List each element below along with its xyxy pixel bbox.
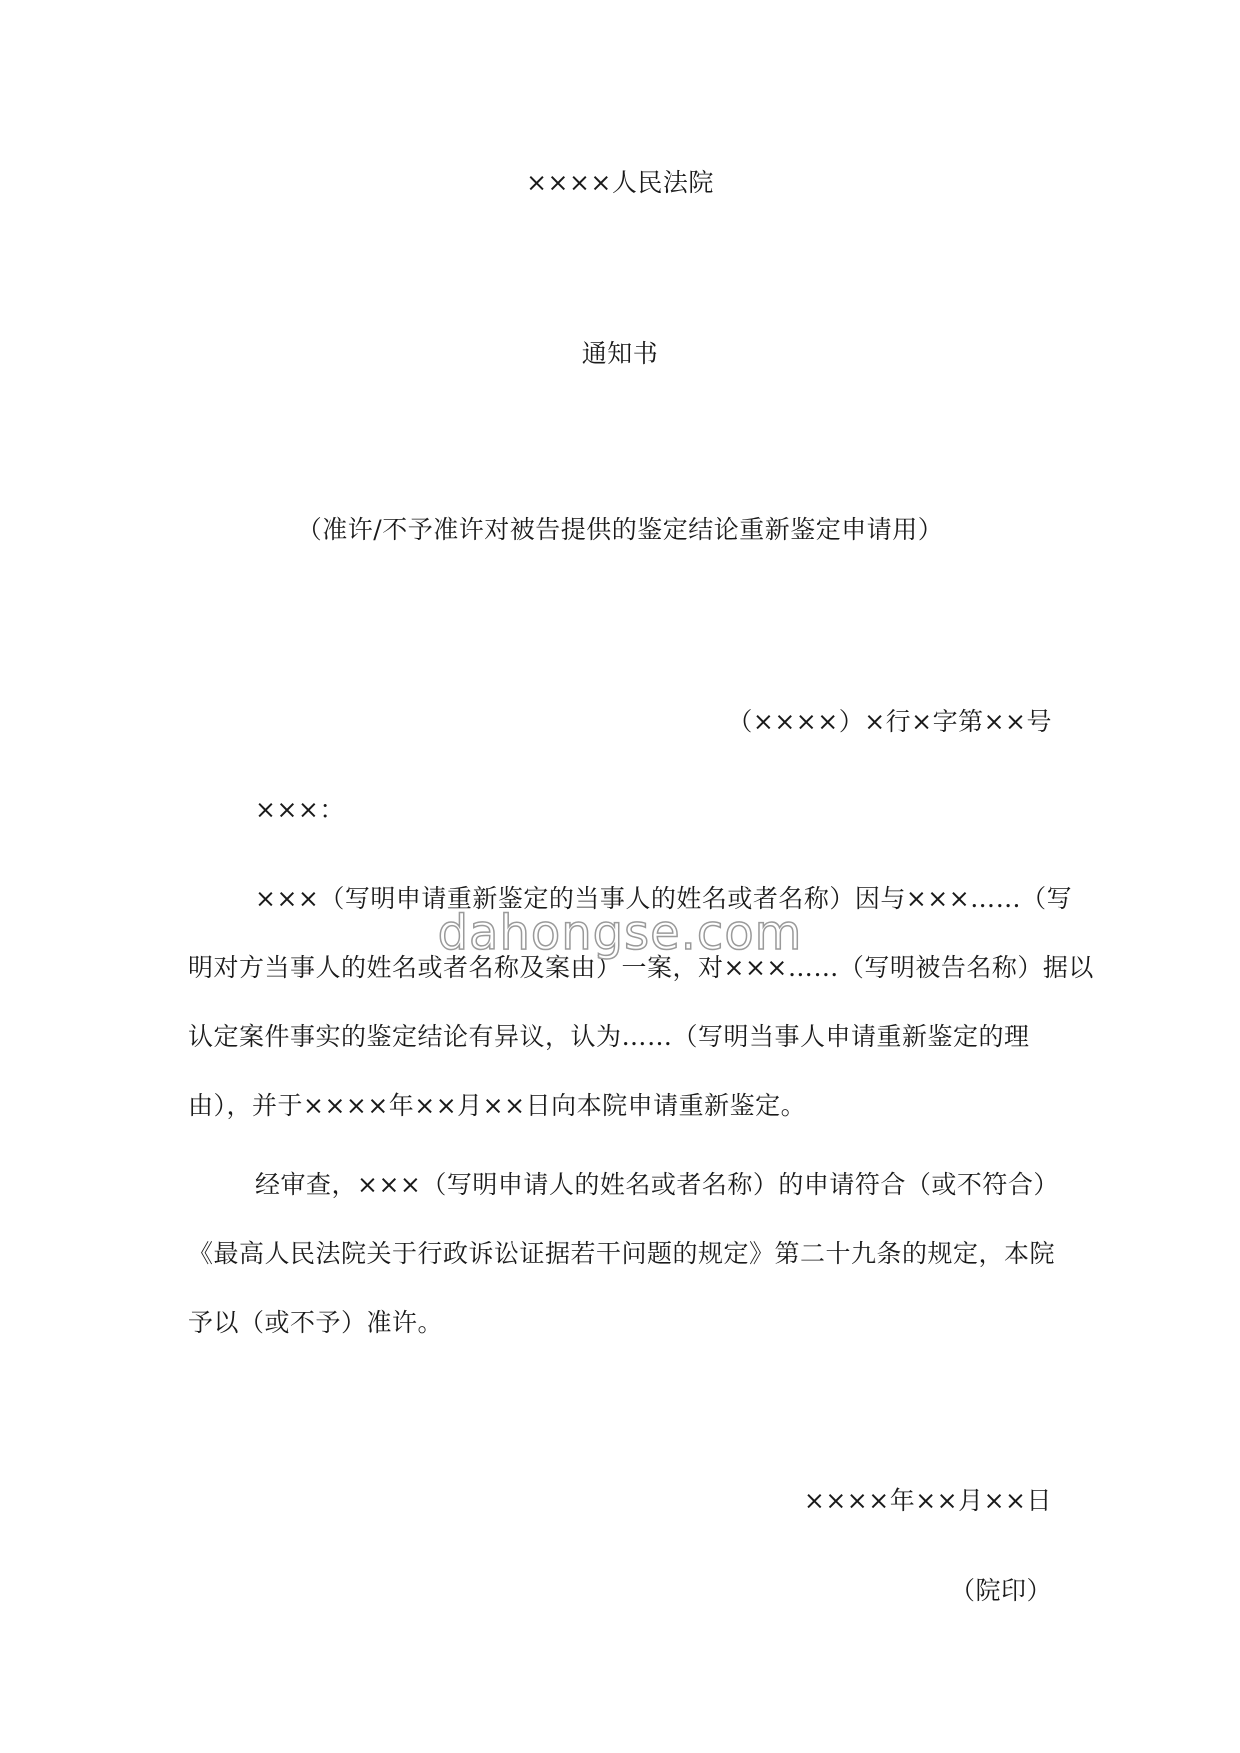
paragraph-1-line: 由），并于××××年××月××日向本院申请重新鉴定。 — [188, 1091, 807, 1120]
watermark: dahongse.com — [437, 905, 803, 961]
paragraph-2-line: 予以（或不予）准许。 — [188, 1308, 444, 1337]
document-subtitle: （准许/不予准许对被告提供的鉴定结论重新鉴定申请用） — [296, 515, 944, 544]
paragraph-2-line: 经审查，×××（写明申请人的姓名或者名称）的申请符合（或不符合） — [255, 1170, 1059, 1199]
document-title: 通知书 — [581, 339, 659, 368]
paragraph-1-line: 明对方当事人的姓名或者名称及案由）一案，对×××……（写明被告名称）据以 — [188, 953, 1094, 982]
paragraph-2-line: 《最高人民法院关于行政诉讼证据若干问题的规定》第二十九条的规定，本院 — [188, 1239, 1056, 1268]
addressee: ×××： — [255, 795, 345, 824]
court-name: ××××人民法院 — [526, 168, 714, 197]
court-seal: （院印） — [949, 1576, 1052, 1605]
case-number: （××××）×行×字第××号 — [727, 707, 1052, 736]
paragraph-1-line: 认定案件事实的鉴定结论有异议，认为……（写明当事人申请重新鉴定的理 — [188, 1022, 1030, 1051]
paragraph-1-line: ×××（写明申请重新鉴定的当事人的姓名或者名称）因与×××……（写 — [255, 884, 1073, 913]
issue-date: ××××年××月××日 — [803, 1486, 1052, 1515]
